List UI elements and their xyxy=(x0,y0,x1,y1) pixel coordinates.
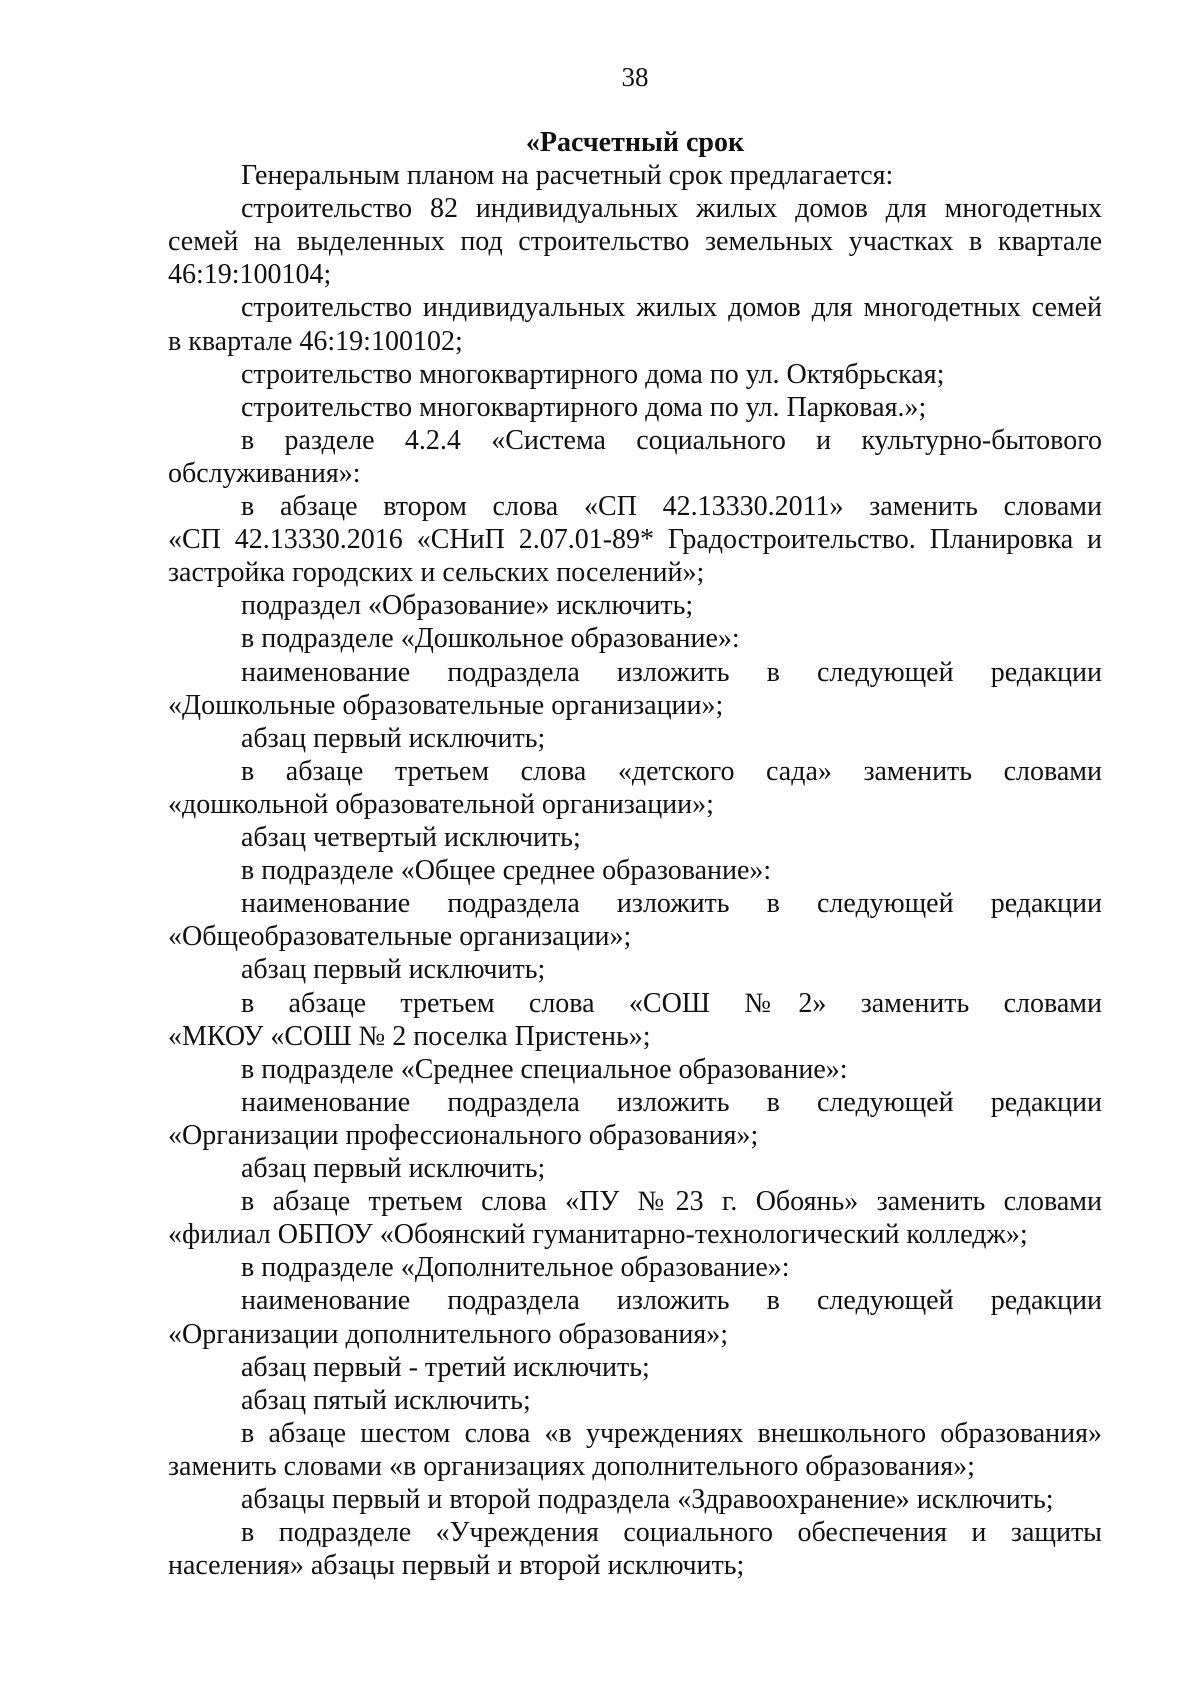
text-line: наименование подраздела изложить в следующей редакции xyxy=(241,656,1102,688)
text-line: строительство многоквартирного дома по ул. Октябрьская; xyxy=(241,358,945,390)
text-line: «СП 42.13330.2016 «СНиП 2.07.01-89* Градостроительство. Планировка и xyxy=(168,524,1102,556)
text-line: в подразделе «Учреждения социального обеспечения и защиты xyxy=(241,1517,1102,1549)
section-heading: «Расчетный срок xyxy=(525,127,745,158)
page-number: 38 xyxy=(621,62,649,92)
text-line: «Организации дополнительного образования»; xyxy=(168,1318,728,1350)
text-line: наименование подраздела изложить в следующей редакции xyxy=(241,888,1102,920)
text-line: в абзаце третьем слова «детского сада» заменить словами xyxy=(241,755,1102,787)
text-line: семей на выделенных под строительство земельных участках в квартале xyxy=(168,226,1102,258)
text-line: «дошкольной образовательной организации»; xyxy=(168,788,714,820)
text-line: абзац первый - третий исключить; xyxy=(241,1351,650,1383)
text-line: в разделе 4.2.4 «Система социального и культурно-бытового xyxy=(241,424,1102,456)
text-line: абзац пятый исключить; xyxy=(241,1384,531,1416)
text-line: в абзаце третьем слова «СОШ №2» заменить словами xyxy=(241,987,1102,1019)
text-line: в подразделе «Общее среднее образование»: xyxy=(241,855,772,887)
text-line: строительство 82 индивидуальных жилых домов для многодетных xyxy=(241,193,1102,225)
text-line: в абзаце третьем слова «ПУ №23 г. Обоянь» заменить словами xyxy=(241,1186,1102,1218)
text-line: «Общеобразовательные организации»; xyxy=(168,921,632,953)
text-line: абзац четвертый исключить; xyxy=(241,822,581,853)
text-line: «МКОУ «СОШ № 2 поселка Пристень»; xyxy=(168,1020,651,1052)
text-line: в квартале 46:19:100102; xyxy=(168,325,463,357)
text-line: «филиал ОБПОУ «Обоянский гуманитарно-технологический колледж»; xyxy=(168,1219,1028,1251)
text-line: строительство многоквартирного дома по ул. Парковая.»; xyxy=(241,391,927,423)
text-line: обслуживания»: xyxy=(168,457,361,489)
text-line: наименование подраздела изложить в следующей редакции xyxy=(241,1086,1102,1118)
text-line: «Организации профессионального образования»; xyxy=(168,1119,759,1151)
text-line: в подразделе «Среднее специальное образование»: xyxy=(241,1053,848,1085)
text-line: абзац первый исключить; xyxy=(241,954,546,986)
text-line: наименование подраздела изложить в следующей редакции xyxy=(241,1285,1102,1317)
text-line: «Дошкольные образовательные организации»; xyxy=(168,689,724,721)
text-line: в подразделе «Дошкольное образование»: xyxy=(241,623,740,655)
text-line: абзацы первый и второй подраздела «Здравоохранение» исключить; xyxy=(241,1484,1054,1515)
text-line: в подразделе «Дополнительное образование»: xyxy=(241,1252,790,1284)
text-line: 46:19:100104; xyxy=(168,259,332,291)
text-line: в абзаце втором слова «СП 42.13330.2011» заменить словами xyxy=(241,491,1102,522)
text-line: Генеральным планом на расчетный срок предлагается: xyxy=(241,160,894,191)
text-line: населения» абзацы первый и второй исключить; xyxy=(168,1550,745,1582)
text-line: абзац первый исключить; xyxy=(241,1153,546,1184)
text-line: строительство индивидуальных жилых домов для многодетных семей xyxy=(241,292,1102,324)
text-line: застройка городских и сельских поселений»; xyxy=(168,557,705,589)
text-line: в абзаце шестом слова «в учреждениях внешкольного образования» xyxy=(241,1417,1102,1449)
text-line: заменить словами «в организациях дополнительного образования»; xyxy=(168,1450,975,1482)
text-line: абзац первый исключить; xyxy=(241,722,546,754)
text-line: подраздел «Образование» исключить; xyxy=(241,590,694,622)
